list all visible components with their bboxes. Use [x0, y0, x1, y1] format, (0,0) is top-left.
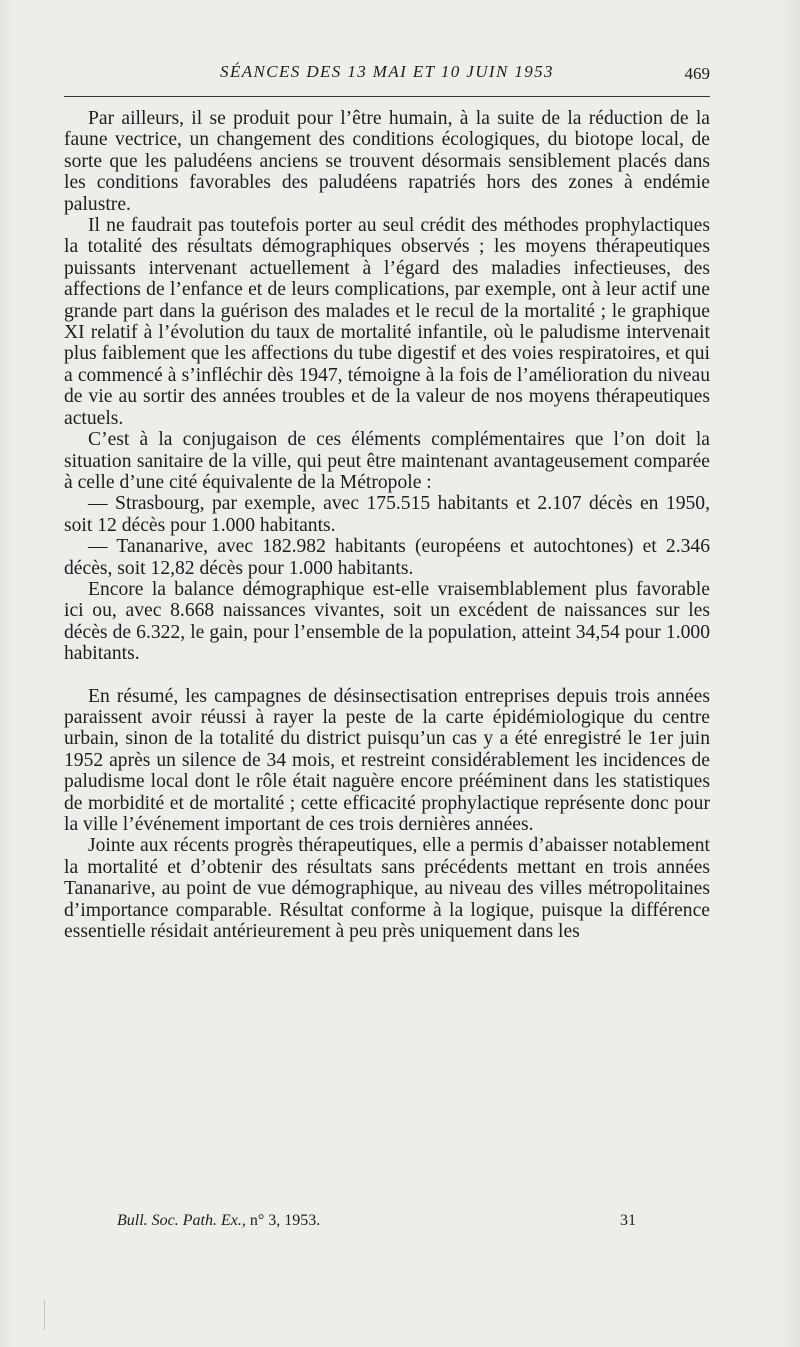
running-title: SÉANCES DES 13 MAI ET 10 JUIN 1953 [220, 62, 554, 81]
paragraph: Jointe aux récents progrès thérapeutiques, elle a permis d’abaisser notablement la mortalité et d’obtenir des résultats sans précédents mettant en trois années Tananarive, au point de vue démographique, au niveau des villes métropolitaines d’importance comparable. Résultat conforme à la logique, puisque la différence essentielle résidait antérieurement à peu près uniquement dans les [64, 835, 710, 943]
paragraph-summary: En résumé, les campagnes de désinsectisation entreprises depuis trois années paraissent avoir réussi à rayer la peste de la carte épidémiologique du centre urbain, sinon de la totalité du district puisqu’un cas y a été enregistré le 1er juin 1952 après un silence de 34 mois, et restreint considérablement les incidences de paludisme local dont le rôle était naguère encore prééminent dans les statistiques de morbidité et de mortalité ; cette efficacité prophylactique représente donc pour la ville l’événement important de ces trois dernières années. [64, 685, 710, 835]
paragraph-list-item: — Strasbourg, par exemple, avec 175.515 habitants et 2.107 décès en 1950, soit 12 décès pour 1.000 habitants. [64, 493, 710, 536]
page-header [64, 60, 710, 97]
paragraph-list-item: — Tananarive, avec 182.982 habitants (européens et autochtones) et 2.346 décès, soit 12,82 décès pour 1.000 habitants. [64, 536, 710, 579]
margin-mark [44, 1300, 45, 1330]
paragraph: Il ne faudrait pas toutefois porter au seul crédit des méthodes prophylactiques la totalité des résultats démographiques observés ; les moyens thérapeutiques puissants intervenant actuellement à l’égard des maladies infectieuses, des affections de l’enfance et de leurs complications, par exemple, ont à leur actif une grande part dans la guérison des malades et le recul de la mortalité ; le graphique XI relatif à l’évolution du taux de mortalité infantile, où le paludisme intervenait plus faiblement que les affections du tube digestif et des voies respiratoires, et qui a commencé à s’infléchir dès 1947, témoigne à la fois de l’amélioration du niveau de vie au sortir des années troubles et de la valeur de nos moyens thérapeutiques actuels. [64, 215, 710, 429]
page-footer [64, 1212, 710, 1236]
journal-abbreviation: Bull. Soc. Path. Ex., [117, 1212, 246, 1229]
page-number: 469 [684, 64, 710, 83]
paragraph: C’est à la conjugaison de ces éléments complémentaires que l’on doit la situation sanitaire de la ville, qui peut être maintenant avantageusement comparée à celle d’une cité équivalente de la Métropole : [64, 429, 710, 493]
body-text [64, 108, 710, 942]
paragraph: Par ailleurs, il se produit pour l’être humain, à la suite de la réduction de la faune vectrice, un changement des conditions écologiques, du biotope local, de sorte que les paludéens anciens se trouvent désormais sensiblement placés dans les conditions favorables des paludéens rapatriés hors des zones à endémie palustre. [64, 108, 710, 215]
paragraph: Encore la balance démographique est-elle vraisemblablement plus favorable ici ou, avec 8.668 naissances vivantes, soit un excédent de naissances sur les décès de 6.322, le gain, pour l’ensemble de la population, atteint 34,54 pour 1.000 habitants. [64, 578, 710, 665]
journal-reference [117, 1212, 320, 1230]
journal-issue: n° 3, 1953. [249, 1212, 321, 1229]
signature-mark: 31 [620, 1212, 636, 1229]
